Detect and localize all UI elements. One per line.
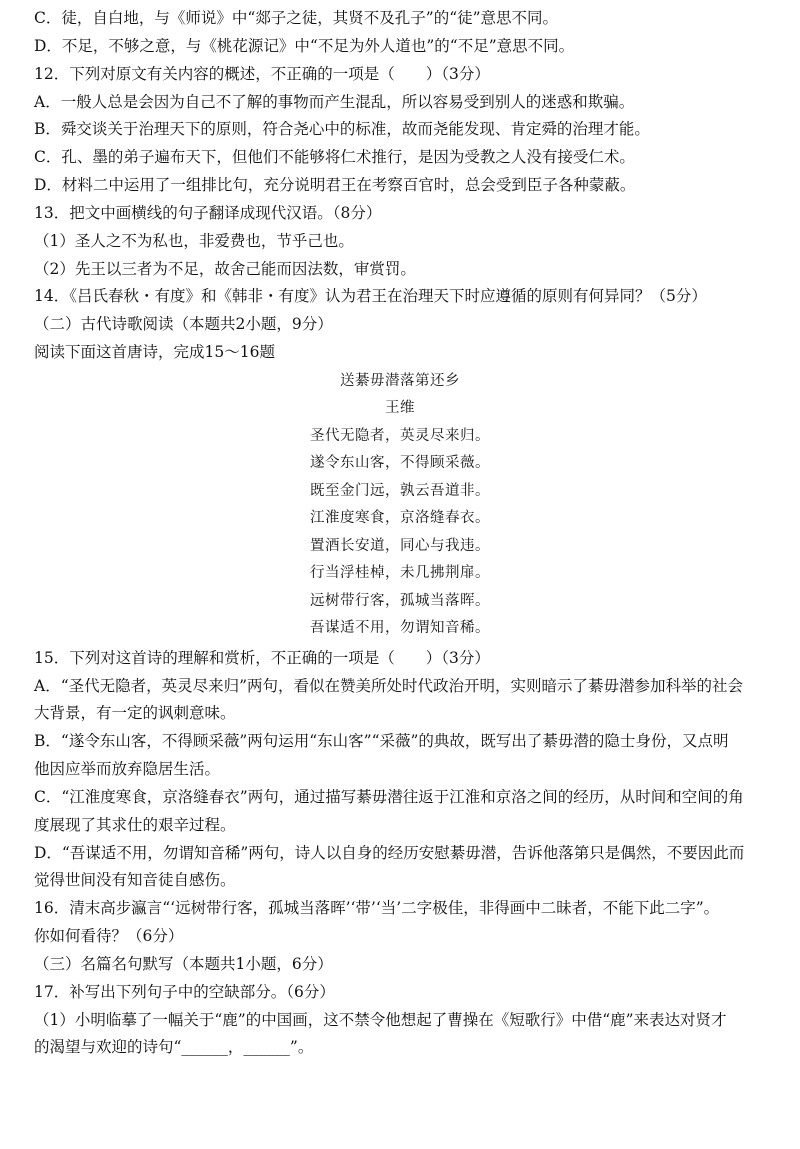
question-12-option-a: A．一般人总是会因为自己不了解的事物而产生混乱，所以容易受到别人的迷惑和欺骗。	[34, 93, 635, 111]
question-17: 17．补写出下列句子中的空缺部分。（6分）	[34, 983, 335, 1001]
question-15-option-b-cont: 他因应举而放弃隐居生活。	[34, 760, 221, 778]
poem-author: 王维	[385, 400, 415, 416]
question-12-option-d: D．材料二中运用了一组排比句，充分说明君王在考察百官时，总会受到臣子各种蒙蔽。	[34, 176, 636, 194]
question-15-option-b: B．“遂令东山客，不得顾采薇”两句运用“东山客”“采薇”的典故，既写出了綦毋潜的隐士身份，又点明	[34, 732, 729, 750]
poem-line: 吾谋适不用，勿谓知音稀。	[310, 620, 490, 636]
question-13-part-1: （1）圣人之不为私也，非爱费也，节乎己也。	[34, 232, 354, 250]
question-15-option-c-cont: 度展现了其求仕的艰辛过程。	[34, 816, 236, 834]
question-16: 16．清末高步瀛言“‘远树带行客，孤城当落晖’‘带’‘当’二字极佳，非得画中二昧者，不能下此二字”。	[34, 899, 720, 917]
poem-line: 置酒长安道，同心与我违。	[310, 538, 490, 554]
poem-line: 遂令东山客，不得顾采薇。	[310, 455, 490, 471]
question-15-option-d-cont: 觉得世间没有知音徒自感伤。	[34, 871, 236, 889]
question-13-part-2: （2）先王以三者为不足，故舍己能而因法数，审赏罚。	[34, 260, 416, 278]
question-12-option-b: B．舜交谈关于治理天下的原则，符合尧心中的标准，故而尧能发现、肯定舜的治理才能。	[34, 120, 650, 138]
question-15-option-a: A．“圣代无隐者，英灵尽来归”两句，看似在赞美所处时代政治开明，实则暗示了綦毋潜参加科举的社会	[34, 677, 744, 695]
question-17-part-1: （1）小明临摹了一幅关于“鹿”的中国画，这不禁令他想起了曹操在《短歌行》中借“鹿”来表达对贤才	[34, 1011, 727, 1029]
question-15-option-a-cont: 大背景，有一定的讽刺意味。	[34, 704, 236, 722]
question-15: 15．下列对这首诗的理解和赏析，不正确的一项是（ ）（3分）	[34, 649, 490, 667]
poem-line: 圣代无隐者，英灵尽来归。	[310, 428, 490, 444]
question-16-cont: 你如何看待？（6分）	[34, 927, 184, 945]
question-12: 12．下列对原文有关内容的概述，不正确的一项是（ ）（3分）	[34, 65, 490, 83]
poem-intro: 阅读下面这首唐诗，完成15～16题	[34, 343, 275, 361]
poem-title: 送綦毋潜落第还乡	[340, 373, 460, 389]
section-2-heading: （二）古代诗歌阅读（本题共2小题，9分）	[34, 315, 333, 333]
option-c-line: C．徒，自白地，与《师说》中“郯子之徒，其贤不及孔子”的“徒”意思不同。	[34, 9, 559, 27]
option-d-line: D．不足，不够之意，与《桃花源记》中“不足为外人道也”的“不足”意思不同。	[34, 37, 575, 55]
question-13: 13．把文中画横线的句子翻译成现代汉语。（8分）	[34, 204, 382, 222]
section-3-heading: （三）名篇名句默写（本题共1小题，6分）	[34, 955, 333, 973]
poem-line: 行当浮桂棹，未几拂荆扉。	[310, 565, 490, 581]
question-15-option-d: D．“吾谋适不用，勿谓知音稀”两句，诗人以自身的经历安慰綦毋潜，告诉他落第只是偶然，不要因此而	[34, 844, 745, 862]
question-15-option-c: C．“江淮度寒食，京洛缝春衣”两句，通过描写綦毋潜往返于江淮和京洛之间的经历，从时间和空间的角	[34, 788, 744, 806]
poem-line: 既至金门远，孰云吾道非。	[310, 483, 490, 499]
question-14: 14．《吕氏春秋・有度》和《韩非・有度》认为君王在治理天下时应遵循的原则有何异同？（5分）	[34, 287, 707, 305]
question-12-option-c: C．孔、墨的弟子遍布天下，但他们不能够将仁术推行，是因为受教之人没有接受仁术。	[34, 148, 635, 166]
poem-line: 江淮度寒食，京洛缝春衣。	[310, 510, 490, 526]
poem-line: 远树带行客，孤城当落晖。	[310, 593, 490, 609]
question-17-part-1-cont: 的渴望与欢迎的诗句“______，______”。	[34, 1038, 314, 1056]
